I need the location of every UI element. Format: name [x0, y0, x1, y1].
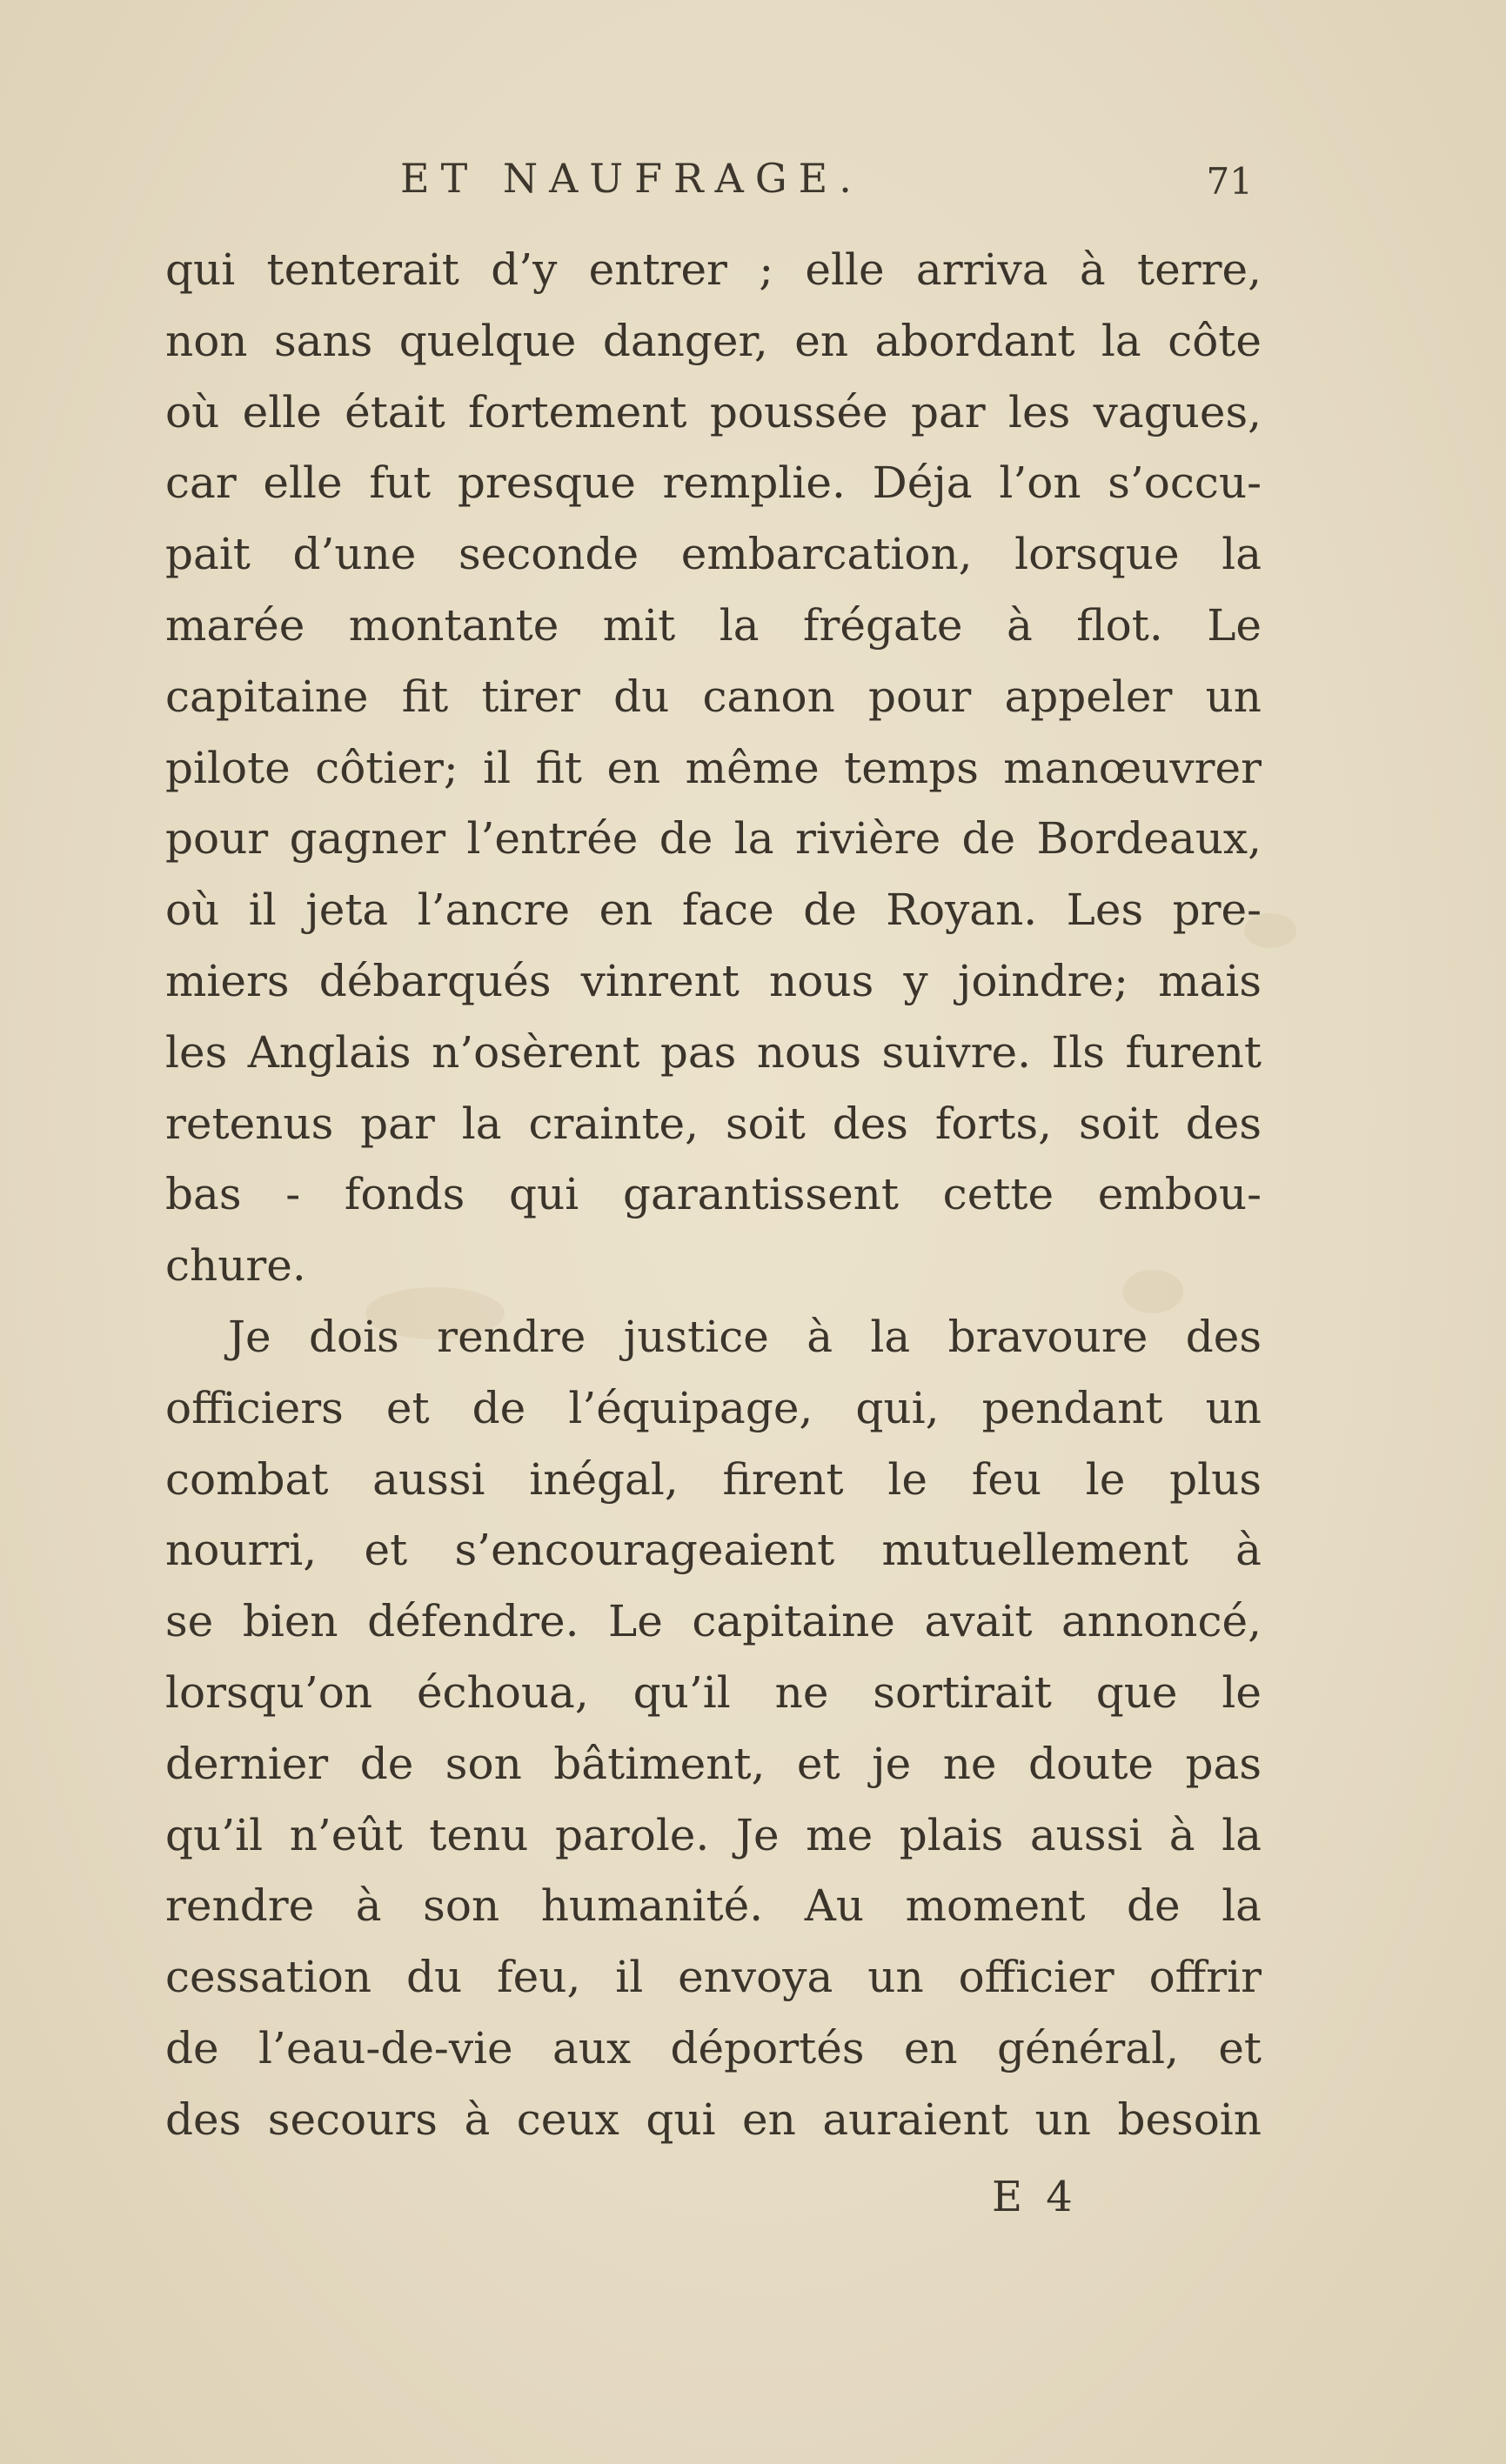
text-line: non sans quelque danger, en abordant la côte	[165, 315, 1262, 366]
text-line: se bien défendre. Le capitaine avait annoncé,	[165, 1596, 1262, 1647]
text-line: les Anglais n’osèrent pas nous suivre. Ils furent	[165, 1026, 1262, 1078]
page-number: 71	[1206, 160, 1253, 203]
text-line: où elle était fortement poussée par les vagues,	[165, 386, 1262, 437]
body-text	[165, 235, 1262, 2156]
text-line: dernier de son bâtiment, et je ne doute pas	[165, 1738, 1262, 1789]
text-line: de l’eau-de-vie aux déportés en général, et	[165, 2022, 1262, 2073]
text-line: lorsqu’on échoua, qu’il ne sortirait que le	[165, 1666, 1262, 1718]
text-line: combat aussi inégal, firent le feu le plus	[165, 1453, 1262, 1505]
text-line: Je dois rendre justice à la bravoure des	[228, 1311, 1262, 1362]
text-line: où il jeta l’ancre en face de Royan. Les pre-	[165, 885, 1262, 936]
text-line: retenus par la crainte, soit des forts, soit des	[165, 1098, 1262, 1149]
text-line: capitaine fit tirer du canon pour appeler un	[165, 671, 1262, 722]
text-line: pour gagner l’entrée de la rivière de Bordeaux,	[165, 813, 1262, 865]
text-line: chure.	[165, 1240, 306, 1292]
text-line: officiers et de l’équipage, qui, pendant un	[165, 1382, 1262, 1433]
text-line: car elle fut presque remplie. Déja l’on s’occu-	[165, 457, 1262, 509]
text-line: miers débarqués vinrent nous y joindre; mais	[165, 955, 1262, 1006]
signature-mark: E 4	[992, 2173, 1078, 2221]
text-line: des secours à ceux qui en auraient un besoin	[165, 2093, 1262, 2145]
text-line: nourri, et s’encourageaient mutuellement à	[165, 1525, 1262, 1576]
text-line: bas - fonds qui garantissent cette embou-	[165, 1169, 1262, 1220]
text-line: rendre à son humanité. Au moment de la	[165, 1880, 1262, 1932]
text-line: cessation du feu, il envoya un officier offrir	[165, 1952, 1262, 2003]
text-line: qu’il n’eût tenu parole. Je me plais aussi à la	[165, 1809, 1262, 1860]
page-header	[165, 155, 1253, 216]
text-line: pilote côtier; il fit en même temps manœuvrer	[165, 742, 1262, 793]
running-title: ET NAUFRAGE.	[400, 155, 863, 202]
text-line: pait d’une seconde embarcation, lorsque la	[165, 529, 1262, 580]
text-line: qui tenterait d’y entrer ; elle arriva à terre,	[165, 244, 1262, 295]
text-line: marée montante mit la frégate à flot. Le	[165, 599, 1262, 651]
